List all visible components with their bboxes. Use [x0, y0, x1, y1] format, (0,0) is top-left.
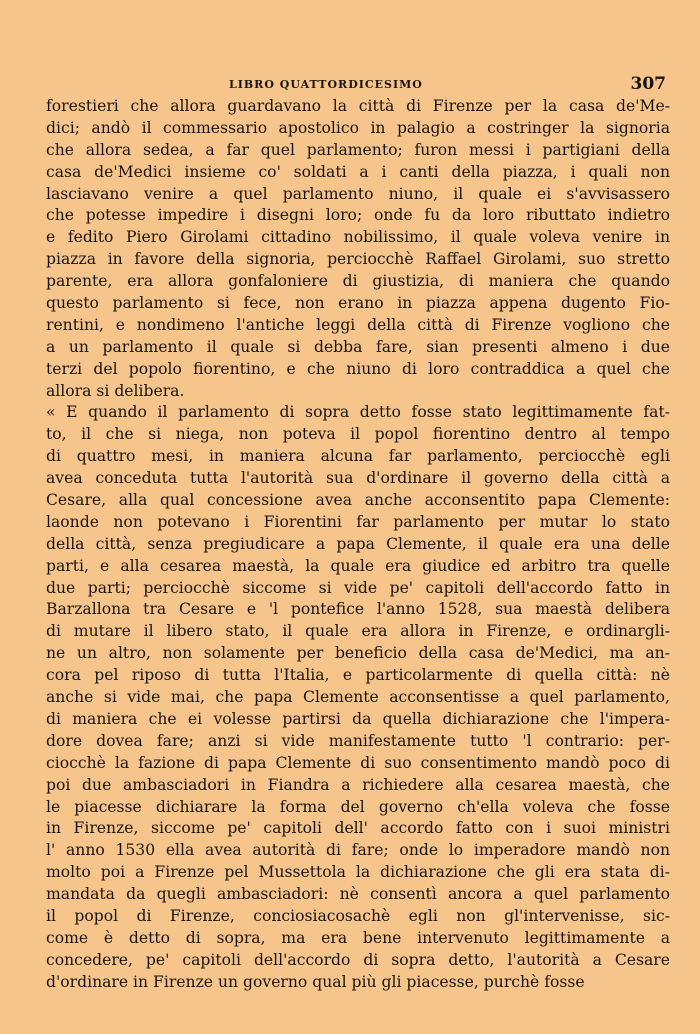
text-line: di quattro mesi, in maniera alcuna far parlamento, perciocchè egli: [46, 447, 670, 466]
text-line: anche si vide mai, che papa Clemente acconsentisse a quel parlamento,: [46, 688, 670, 707]
page-number: 307: [630, 74, 666, 94]
text-line: dici; andò il commessario apostolico in palagio a costringer la signoria: [46, 118, 670, 137]
text-line: Cesare, alla qual concessione avea anche acconsentito papa Clemente:: [46, 491, 670, 510]
page-header: [46, 76, 672, 98]
text-line: a un parlamento il quale si debba fare, sian presenti almeno i due: [46, 337, 670, 356]
text-line: Barzallona tra Cesare e 'l pontefice l'anno 1528, sua maestà delibera: [46, 600, 670, 619]
text-line: allora si delibera.: [46, 381, 185, 400]
text-line: di maniera che ei volesse partirsi da quella dichiarazione che l'impera-: [46, 709, 670, 728]
text-line: rentini, e nondimeno l'antiche leggi della città di Firenze vogliono che: [46, 315, 670, 334]
text-line: questo parlamento si fece, non erano in piazza appena dugento Fio-: [46, 294, 670, 313]
running-title: LIBRO QUATTORDICESIMO: [229, 78, 423, 91]
text-line: laonde non potevano i Fiorentini far parlamento per mutar lo stato: [46, 512, 670, 531]
text-line: che potesse impedire i disegni loro; onde fu da loro ributtato indietro: [46, 206, 670, 225]
text-line: « E quando il parlamento di sopra detto fosse stato legittimamente fat-: [46, 403, 670, 422]
body-text: [46, 96, 670, 994]
text-line: il popol di Firenze, conciosiacosachè egli non gl'intervenisse, sic-: [46, 906, 670, 925]
text-line: ne un altro, non solamente per beneficio della casa de'Medici, ma an-: [46, 644, 670, 663]
text-line: avea conceduta tutta l'autorità sua d'ordinare il governo della città a: [46, 469, 670, 488]
text-line: in Firenze, siccome pe' capitoli dell' accordo fatto con i suoi ministri: [46, 819, 670, 838]
text-line: forestieri che allora guardavano la città di Firenze per la casa de'Me-: [46, 97, 670, 115]
text-line: parti, e alla cesarea maestà, la quale era giudice ed arbitro tra quelle: [46, 556, 670, 575]
text-line: piazza in favore della signoria, perciocchè Raffael Girolami, suo stretto: [46, 250, 670, 269]
text-line: poi due ambasciadori in Fiandra a richiedere alla cesarea maestà, che: [46, 775, 670, 794]
text-line: molto poi a Firenze pel Mussettola la dichiarazione che gli era stata di-: [46, 863, 670, 882]
text-line: casa de'Medici insieme co' soldati a i canti della piazza, i quali non: [46, 162, 670, 181]
text-line: l' anno 1530 ella avea autorità di fare; onde lo imperadore mandò non: [46, 841, 670, 860]
text-line: terzi del popolo fiorentino, e che niuno di loro contraddica a quel che: [46, 359, 670, 378]
text-line: le piacesse dichiarare la forma del governo ch'ella voleva che fosse: [46, 797, 670, 816]
text-line: concedere, pe' capitoli dell'accordo di sopra detto, l'autorità a Cesare: [46, 950, 670, 969]
text-line: dore dovea fare; anzi si vide manifestamente tutto 'l contrario: per-: [46, 731, 670, 750]
text-line: che allora sedea, a far quel parlamento; furon messi i partigiani della: [46, 140, 670, 159]
text-line: d'ordinare in Firenze un governo qual più gli piacesse, purchè fosse: [46, 972, 585, 991]
text-line: cora pel riposo di tutta l'Italia, e particolarmente di quella città: nè: [46, 666, 670, 685]
text-line: ciocchè la fazione di papa Clemente di suo consentimento mandò poco di: [46, 753, 670, 772]
text-line: parente, era allora gonfaloniere di giustizia, di maniera che quando: [46, 272, 670, 291]
text-line: mandata da quegli ambasciadori: nè consentì ancora a quel parlamento: [46, 885, 670, 904]
text-line: due parti; perciocchè siccome si vide pe' capitoli dell'accordo fatto in: [46, 578, 670, 597]
text-line: di mutare il libero stato, il quale era allora in Firenze, e ordinargli-: [46, 622, 670, 641]
text-line: to, il che si niega, non poteva il popol fiorentino dentro al tempo: [46, 425, 670, 444]
text-line: come è detto di sopra, ma era bene intervenuto legittimamente a: [46, 928, 670, 947]
text-line: della città, senza pregiudicare a papa Clemente, il quale era una delle: [46, 534, 670, 553]
text-line: e fedito Piero Girolami cittadino nobilissimo, il quale voleva venire in: [46, 228, 670, 247]
text-line: lasciavano venire a quel parlamento niuno, il quale ei s'avvisassero: [46, 184, 670, 203]
